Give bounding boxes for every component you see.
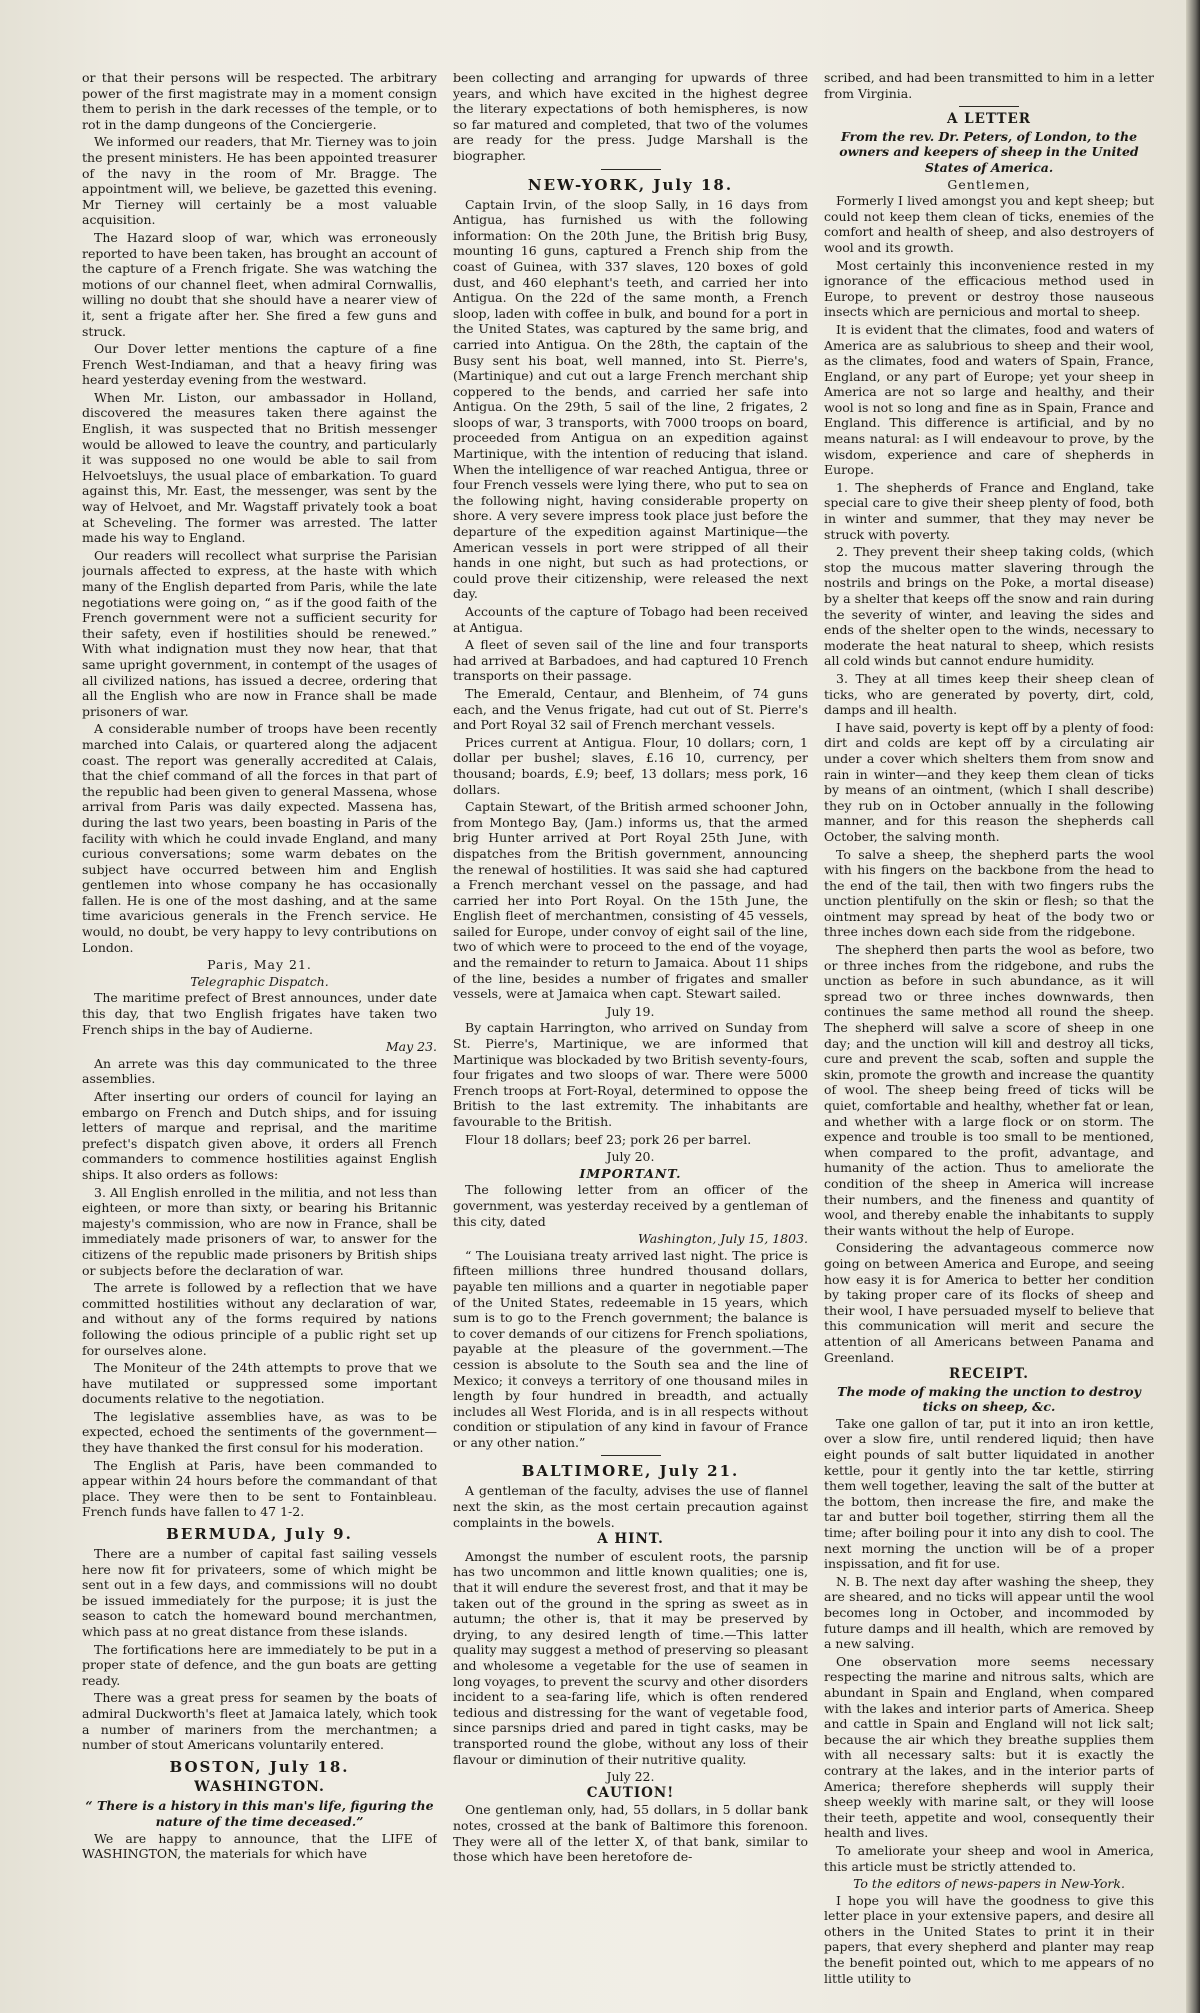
paragraph: One gentleman only, had, 55 dollars, in 5 dollar bank notes, crossed at the bank of Baltimore this forenoon. They were all of the letter X, of that bank, similar to those which have been heretofore de- bbox=[453, 1802, 808, 1865]
paragraph: been collecting and arranging for upwards of three years, and which have excited in the highest degree the literary expectations of both hemispheres, is now so far matured and completed, that two of the volumes are ready for the press. Judge Marshall is the biographer. bbox=[453, 70, 808, 163]
paragraph: Prices current at Antigua. Flour, 10 dollars; corn, 1 dollar per bushel; slaves, £.16 10, currency, per thousand; boards, £.9; beef, 13 dollars; mess pork, 16 dollars. bbox=[453, 734, 808, 797]
paragraph: Flour 18 dollars; beef 23; pork 26 per barrel. bbox=[465, 1131, 752, 1147]
dateline: July 22. bbox=[606, 1769, 655, 1785]
columns bbox=[82, 70, 1172, 2010]
paragraph: The shepherd then parts the wool as before, two or three inches from the ridgebone, and rubs the unction as before in such abundance, as it will spread two or three inches downwards, then continues the same method all round the sheep. The shepherd will salve a score of sheep in one day; and the unction will kill and destroy all ticks, cure and prevent the scab, soften and supple the skin, promote the growth and increase the quantity of wool. The sheep being freed of ticks will be quiet, comfortable and healthy, whether fat or lean, and whether with a large flock or on storm. The expence and trouble is too small to be mentioned, when compared to the profit, advantage, and humanity of the action. Thus to ameliorate the condition of the sheep in America will increase their numbers, and the fineness and quantity of wool, and thereby enable the inhabitants to supply their wants without the help of Europe. bbox=[824, 942, 1154, 1238]
column-3 bbox=[824, 70, 1154, 2010]
paragraph: There are a number of capital fast sailing vessels here now fit for privateers, some of which might be sent out in a few days, and commissions will no doubt be issued immediately for the purpose; it is just the season to catch the homeward bound merchantmen, which pass at no great distance from these islands. bbox=[82, 1546, 437, 1639]
paragraph: 1. The shepherds of France and England, take special care to give their sheep plenty of food, both in winter and summer, that they may never be struck with poverty. bbox=[824, 479, 1154, 542]
dateline: May 23. bbox=[385, 1039, 437, 1055]
paragraph: Accounts of the capture of Tobago had been received at Antigua. bbox=[453, 604, 808, 635]
paragraph: Amongst the number of esculent roots, the parsnip has two uncommon and little known qualities; one is, that it will endure the severest frost, and that it may be taken out of the ground in the spring as sweet as in autumn; the other is, that it may be preserved by drying, to any desired length of time.—This latter quality may suggest a method of preserving so pleasant and wholesome a vegetable for the use of seamen in long voyages, to prevent the scurvy and other disorders incident to a sea-faring life, which is often rendered tedious and distressing for the want of vegetable food, since parsnips dried and pared in tight casks, may be transported round the globe, without any loss of their flavour or diminution of their nutritive quality. bbox=[453, 1548, 808, 1767]
divider bbox=[601, 169, 661, 170]
paragraph: The legislative assemblies have, as was to be expected, echoed the sentiments of the government—they have thanked the first consul for his moderation. bbox=[82, 1408, 437, 1456]
divider bbox=[959, 106, 1019, 107]
paragraph: The Emerald, Centaur, and Blenheim, of 74 guns each, and the Venus frigate, had cut out of St. Pierre's and Port Royal 32 sail of French merchant vessels. bbox=[453, 685, 808, 733]
paragraph: To ameliorate your sheep and wool in America, this article must be strictly attended to. bbox=[824, 1842, 1154, 1874]
paragraph: 3. They at all times keep their sheep clean of ticks, who are generated by poverty, dirt, cold, damps and ill health. bbox=[824, 670, 1154, 718]
divider bbox=[601, 1455, 661, 1456]
dateline: July 19. bbox=[606, 1003, 655, 1019]
epigraph-quote: “ There is a history in this man's life, figuring the nature of the time deceased.” bbox=[85, 1798, 434, 1829]
paragraph: The English at Paris, have been commanded to appear within 24 hours before the commandant of that place. They were then to be sent to Fontainbleau. French funds have fallen to 47 1-2. bbox=[82, 1457, 437, 1520]
paragraph: After inserting our orders of council for laying an embargo on French and Dutch ships, and for issuing letters of marque and reprisal, and the maritime prefect's dispatch given above, it orders all French commanders to commence hostilities against English ships. It also orders as follows: bbox=[82, 1089, 437, 1182]
paragraph: 3. All English enrolled in the militia, and not less than eighteen, or more than sixty, or bearing his Britannic majesty's commission, who are now in France, shall be immediately made prisoners of war, to answer for the citizens of the republic made prisoners by British ships or subjects before the declaration of war. bbox=[82, 1184, 437, 1278]
boston-heading: BOSTON, July 18. bbox=[169, 1757, 350, 1776]
paragraph: One observation more seems necessary respecting the marine and nitrous salts, which are abundant in Spain and England, when compared with the lakes and interior parts of America. Sheep and cattle in Spain and England will not lick salt; because the air which they breathe supplies them with all necessary salts: but it is exactly the contrary at the lakes, and in the interior parts of America; therefore shepherds will supply their sheep weekly with marine salt, or they will loose their teeth, appetite and wool, consequently their health and lives. bbox=[824, 1653, 1154, 1841]
paragraph: The fortifications here are immediately to be put in a proper state of defence, and the gun boats are getting ready. bbox=[82, 1641, 437, 1688]
paragraph: Captain Stewart, of the British armed schooner John, from Montego Bay, (Jam.) informs us, that the armed brig Hunter arrived at Port Royal 25th June, with dispatches from the British government, announcing the renewal of hostilities. It was said she had captured a French merchant vessel on the passage, and had carried her into Port Royal. On the 15th June, the English fleet of merchantmen, consisting of 45 vessels, sailed for Europe, under convoy of eight sail of the line, two of which were to proceed to the end of the voyage, and the remainder to return to Jamaica. About 11 ships of the line, besides a number of frigates and smaller vessels, were at Jamaica when capt. Stewart sailed. bbox=[453, 799, 808, 1002]
paragraph: It is evident that the climates, food and waters of America are as salubrious to sheep and their wool, as the climates, food and waters of Spain, France, England, or any part of Europe; yet your sheep in America are not so large and healthy, and their wool is not so long and fine as in Spain, France and England. This difference is artificial, and by no means natural: as I will endeavour to prove, by the wisdom, experience and care of shepherds in Europe. bbox=[824, 321, 1154, 478]
new-york-heading: NEW-YORK, July 18. bbox=[527, 175, 734, 194]
column-2 bbox=[453, 70, 808, 2010]
paragraph: Most certainly this inconvenience rested in my ignorance of the efficacious method used in Europe, to prevent or destroy those nauseous insects which are pernicious and mortal to sheep. bbox=[824, 257, 1154, 320]
paragraph: There was a great press for seamen by the boats of admiral Duckworth's fleet at Jamaica lately, which took a number of mariners from the merchantmen; a number of stout Americans voluntarily entered. bbox=[82, 1690, 437, 1753]
paragraph: We informed our readers, that Mr. Tierney was to join the present ministers. He has been appointed treasurer of the navy in the room of Mr. Bragge. The appointment will, we believe, be gazetted this evening. Mr Tierney will certainly be a most valuable acquisition. bbox=[82, 134, 437, 228]
paragraph: Our Dover letter mentions the capture of a fine French West-Indiaman, and that a heavy firing was heard yesterday evening from the westward. bbox=[82, 341, 437, 388]
washington-heading: WASHINGTON. bbox=[194, 1778, 325, 1795]
receipt-heading: RECEIPT. bbox=[948, 1366, 1029, 1383]
paragraph: “ The Louisiana treaty arrived last night. The price is fifteen millions three hundred thousand dollars, payable ten millions and a quarter in negotiable paper of the United States, redeemable in 15 years, which sum is to go to the French government; the balance is to cover demands of our citizens for French spoliations, payable at the pleasure of the government.—The cession is absolute to the South sea and the line of Mexico; it conveys a territory of one thousand miles in length by four hundred in breadth, and actually includes all West Florida, and is in all respects without condition or stipulation of any kind in favour of France or any other nation.” bbox=[453, 1247, 808, 1450]
paragraph: I hope you will have the goodness to give this letter place in your extensive papers, and desire all others in the United States to print it in their papers, that every shepherd and planter may reap the benefit pointed out, which to me appears of no little utility to bbox=[824, 1892, 1154, 1986]
paragraph: Our readers will recollect what surprise the Parisian journals affected to express, at the haste with which many of the English departed from Paris, while the late negotiations were going on, “ as if the good faith of the French government were not a sufficient security for their safety, even if hostilities should be renewed.” With what indignation must they now hear, that that same upright government, in contempt of the usages of all civilized nations, has issued a decree, ordering that all the English who are now in France shall be made prisoners of war. bbox=[82, 547, 437, 719]
editors-heading: To the editors of news-papers in New-York. bbox=[853, 1876, 1125, 1892]
paragraph: N. B. The next day after washing the sheep, they are sheared, and no ticks will appear until the wool becomes long in October, and incommoded by future damps and ill health, which are removed by a new salving. bbox=[824, 1573, 1154, 1652]
paragraph: The Hazard sloop of war, which was erroneously reported to have been taken, has brought an account of the capture of a French frigate. She was watching the motions of our channel fleet, when admiral Cornwallis, willing no doubt that she should have a nearer view of it, sent a frigate after her. She fired a few guns and struck. bbox=[82, 229, 437, 339]
important-heading: IMPORTANT. bbox=[579, 1165, 682, 1181]
paragraph: I have said, poverty is kept off by a plenty of food: dirt and colds are kept off by a circulating air under a cover which shelters them from snow and rain in winter—and they keep them clean of ticks by means of an ointment, (which I shall describe) they rub on in October annually in the following manner, and for this reason the shepherds call October, the salving month. bbox=[824, 719, 1154, 844]
paragraph: Take one gallon of tar, put it into an iron kettle, over a slow fire, until rendered liquid; then have eight pounds of salt butter liquidated in another kettle, pour it gently into the tar kettle, stirring them well together, leaving the salt of the butter at the bottom, then increase the fire, and make the tar and butter boil together, stirring them all the time; after boiling pour it into any dish to cool. The next morning the unction will be of a proper inspissation, and fit for use. bbox=[824, 1415, 1154, 1572]
paragraph: Formerly I lived amongst you and kept sheep; but could not keep them clean of ticks, enemies of the comfort and health of sheep, and also destroyers of wool and its growth. bbox=[824, 193, 1154, 255]
paragraph: An arrete was this day communicated to the three assemblies. bbox=[82, 1055, 437, 1087]
paragraph: or that their persons will be respected. The arbitrary power of the first magistrate may in a moment consign them to perish in the dark recesses of the temple, or to rot in the damp dungeons of the Conciergerie. bbox=[82, 70, 437, 132]
paris-dateline: Paris, May 21. bbox=[207, 957, 312, 973]
dateline: July 20. bbox=[606, 1149, 655, 1165]
bermuda-heading: BERMUDA, July 9. bbox=[166, 1525, 353, 1544]
caution-heading: CAUTION! bbox=[586, 1784, 675, 1801]
paragraph: Captain Irvin, of the sloop Sally, in 16 days from Antigua, has furnished us with the following information: On the 20th June, the British brig Busy, mounting 16 guns, captured a French ship from the coast of Guinea, with 337 slaves, 120 boxes of gold dust, and 460 elephant's teeth, and carried her into Antigua. On the 22d of the same month, a French sloop, laden with coffee in bulk, and bound for a port in the United States, was captured by the same brig, and carried into Antigua. On the 28th, the captain of the Busy sent his boat, well manned, into St. Pierre's, (Martinique) and cut out a large French merchant ship coppered to the bends, and carried her safe into Antigua. On the 29th, 5 sail of the line, 2 frigates, 2 sloops of war, 3 transports, with 7000 troops on board, proceeded from Antigua on an expedition against Martinique, with the intention of reducing that island. When the intelligence of war reached Antigua, three or four French vessels were lying there, who put to sea on the following night, having considerable property on shore. A very severe impress took place just before the departure of the expedition against Martinique—the American vessels in port were stripped of all their hands in one night, but such as had protections, or could prove their citizenship, were released the next day. bbox=[453, 196, 808, 602]
baltimore-heading: BALTIMORE, July 21. bbox=[521, 1462, 740, 1481]
paragraph: Considering the advantageous commerce now going on between America and Europe, and seeing how easy it is for America to better her condition by taking proper care of its flocks of sheep and their wool, I have persuaded myself to believe that this communication will merit and secure the attention of all Americans between Panama and Greenland. bbox=[824, 1240, 1154, 1365]
paragraph: A gentleman of the faculty, advises the use of flannel next the skin, as the most certain precaution against complaints in the bowels. bbox=[453, 1483, 808, 1530]
letter-subheading: From the rev. Dr. Peters, of London, to the owners and keepers of sheep in the United States of America. bbox=[839, 128, 1139, 175]
paragraph: We are happy to announce, that the LIFE of WASHINGTON, the materials for which have bbox=[82, 1830, 437, 1862]
paragraph: 2. They prevent their sheep taking colds, (which stop the mucous matter slavering through the nostrils and brings on the Poke, a mortal disease) by a shelter that keeps off the snow and rain during the severity of winter, and leaving the sides and ends of the shelter open to the winds, necessary to moderate the heat natural to sheep, which resists all cold winds but cannot endure humidity. bbox=[824, 544, 1154, 669]
page-edge-shadow bbox=[1186, 0, 1200, 2013]
column-1 bbox=[82, 70, 437, 2010]
paragraph: The maritime prefect of Brest announces, under date this day, that two English frigates have taken two French ships in the bay of Audierne. bbox=[82, 990, 437, 1037]
salutation: Gentlemen, bbox=[947, 176, 1031, 192]
paragraph: When Mr. Liston, our ambassador in Holland, discovered the measures taken there against the English, it was suspected that no British messenger would be allowed to leave the country, and particularly it was supposed no one would be able to sail from Helvoetsluys, the usual place of embarkation. To guard against this, Mr. East, the messenger, was sent by the way of Helvoet, and Mr. Wagstaff privately took a boat at Scheveling. The former was arrested. The latter made his way to England. bbox=[82, 389, 437, 546]
paragraph: The following letter from an officer of the government, was yesterday received by a gentleman of this city, dated bbox=[453, 1182, 808, 1229]
paragraph: By captain Harrington, who arrived on Sunday from St. Pierre's, Martinique, we are informed that Martinique was blockaded by two British seventy-fours, four frigates and two sloops of war. There were 5000 French troops at Fort-Royal, determined to oppose the British to the last extremity. The inhabitants are favourable to the British. bbox=[453, 1020, 808, 1129]
paragraph: A fleet of seven sail of the line and four transports had arrived at Barbadoes, and had captured 10 French transports on their passage. bbox=[453, 637, 808, 684]
telegraphic-heading: Telegraphic Dispatch. bbox=[190, 973, 329, 989]
letter-dateline: Washington, July 15, 1803. bbox=[637, 1231, 808, 1247]
paragraph: To salve a sheep, the shepherd parts the wool with his fingers on the backbone from the head to the end of the tail, then with two fingers rubs the unction plentifully on the skin or flesh; so that the ointment may spread by heat of the body two or three inches down each side from the ridgebone. bbox=[824, 846, 1154, 940]
paragraph: The Moniteur of the 24th attempts to prove that we have mutilated or suppressed some important documents relative to the negotiation. bbox=[82, 1360, 437, 1407]
paragraph: scribed, and had been transmitted to him in a letter from Virginia. bbox=[824, 70, 1154, 101]
paragraph: The arrete is followed by a reflection that we have committed hostilities without any declaration of war, and without any of the forms required by nations following the odious principle of a public right set up for ourselves alone. bbox=[82, 1280, 437, 1358]
hint-heading: A HINT. bbox=[597, 1531, 664, 1548]
receipt-subheading: The mode of making the unction to destroy ticks on sheep, &c. bbox=[837, 1383, 1141, 1415]
letter-heading: A LETTER bbox=[946, 111, 1032, 128]
paragraph: A considerable number of troops have been recently marched into Calais, or quartered along the adjacent coast. The report was generally accredited at Calais, that the chief command of all the forces in that part of the republic had been given to general Massena, whose arrival from Paris was daily expected. Massena has, during the last two years, been boasting in Paris of the facility with which he could invade England, and many curious conversations; some warm debates on the subject have occurred between him and English gentlemen into whose company he has occasionally fallen. He is one of the most dashing, and at the same time avaricious generals in the French service. He would, no doubt, be very happy to levy contributions on London. bbox=[82, 721, 437, 955]
